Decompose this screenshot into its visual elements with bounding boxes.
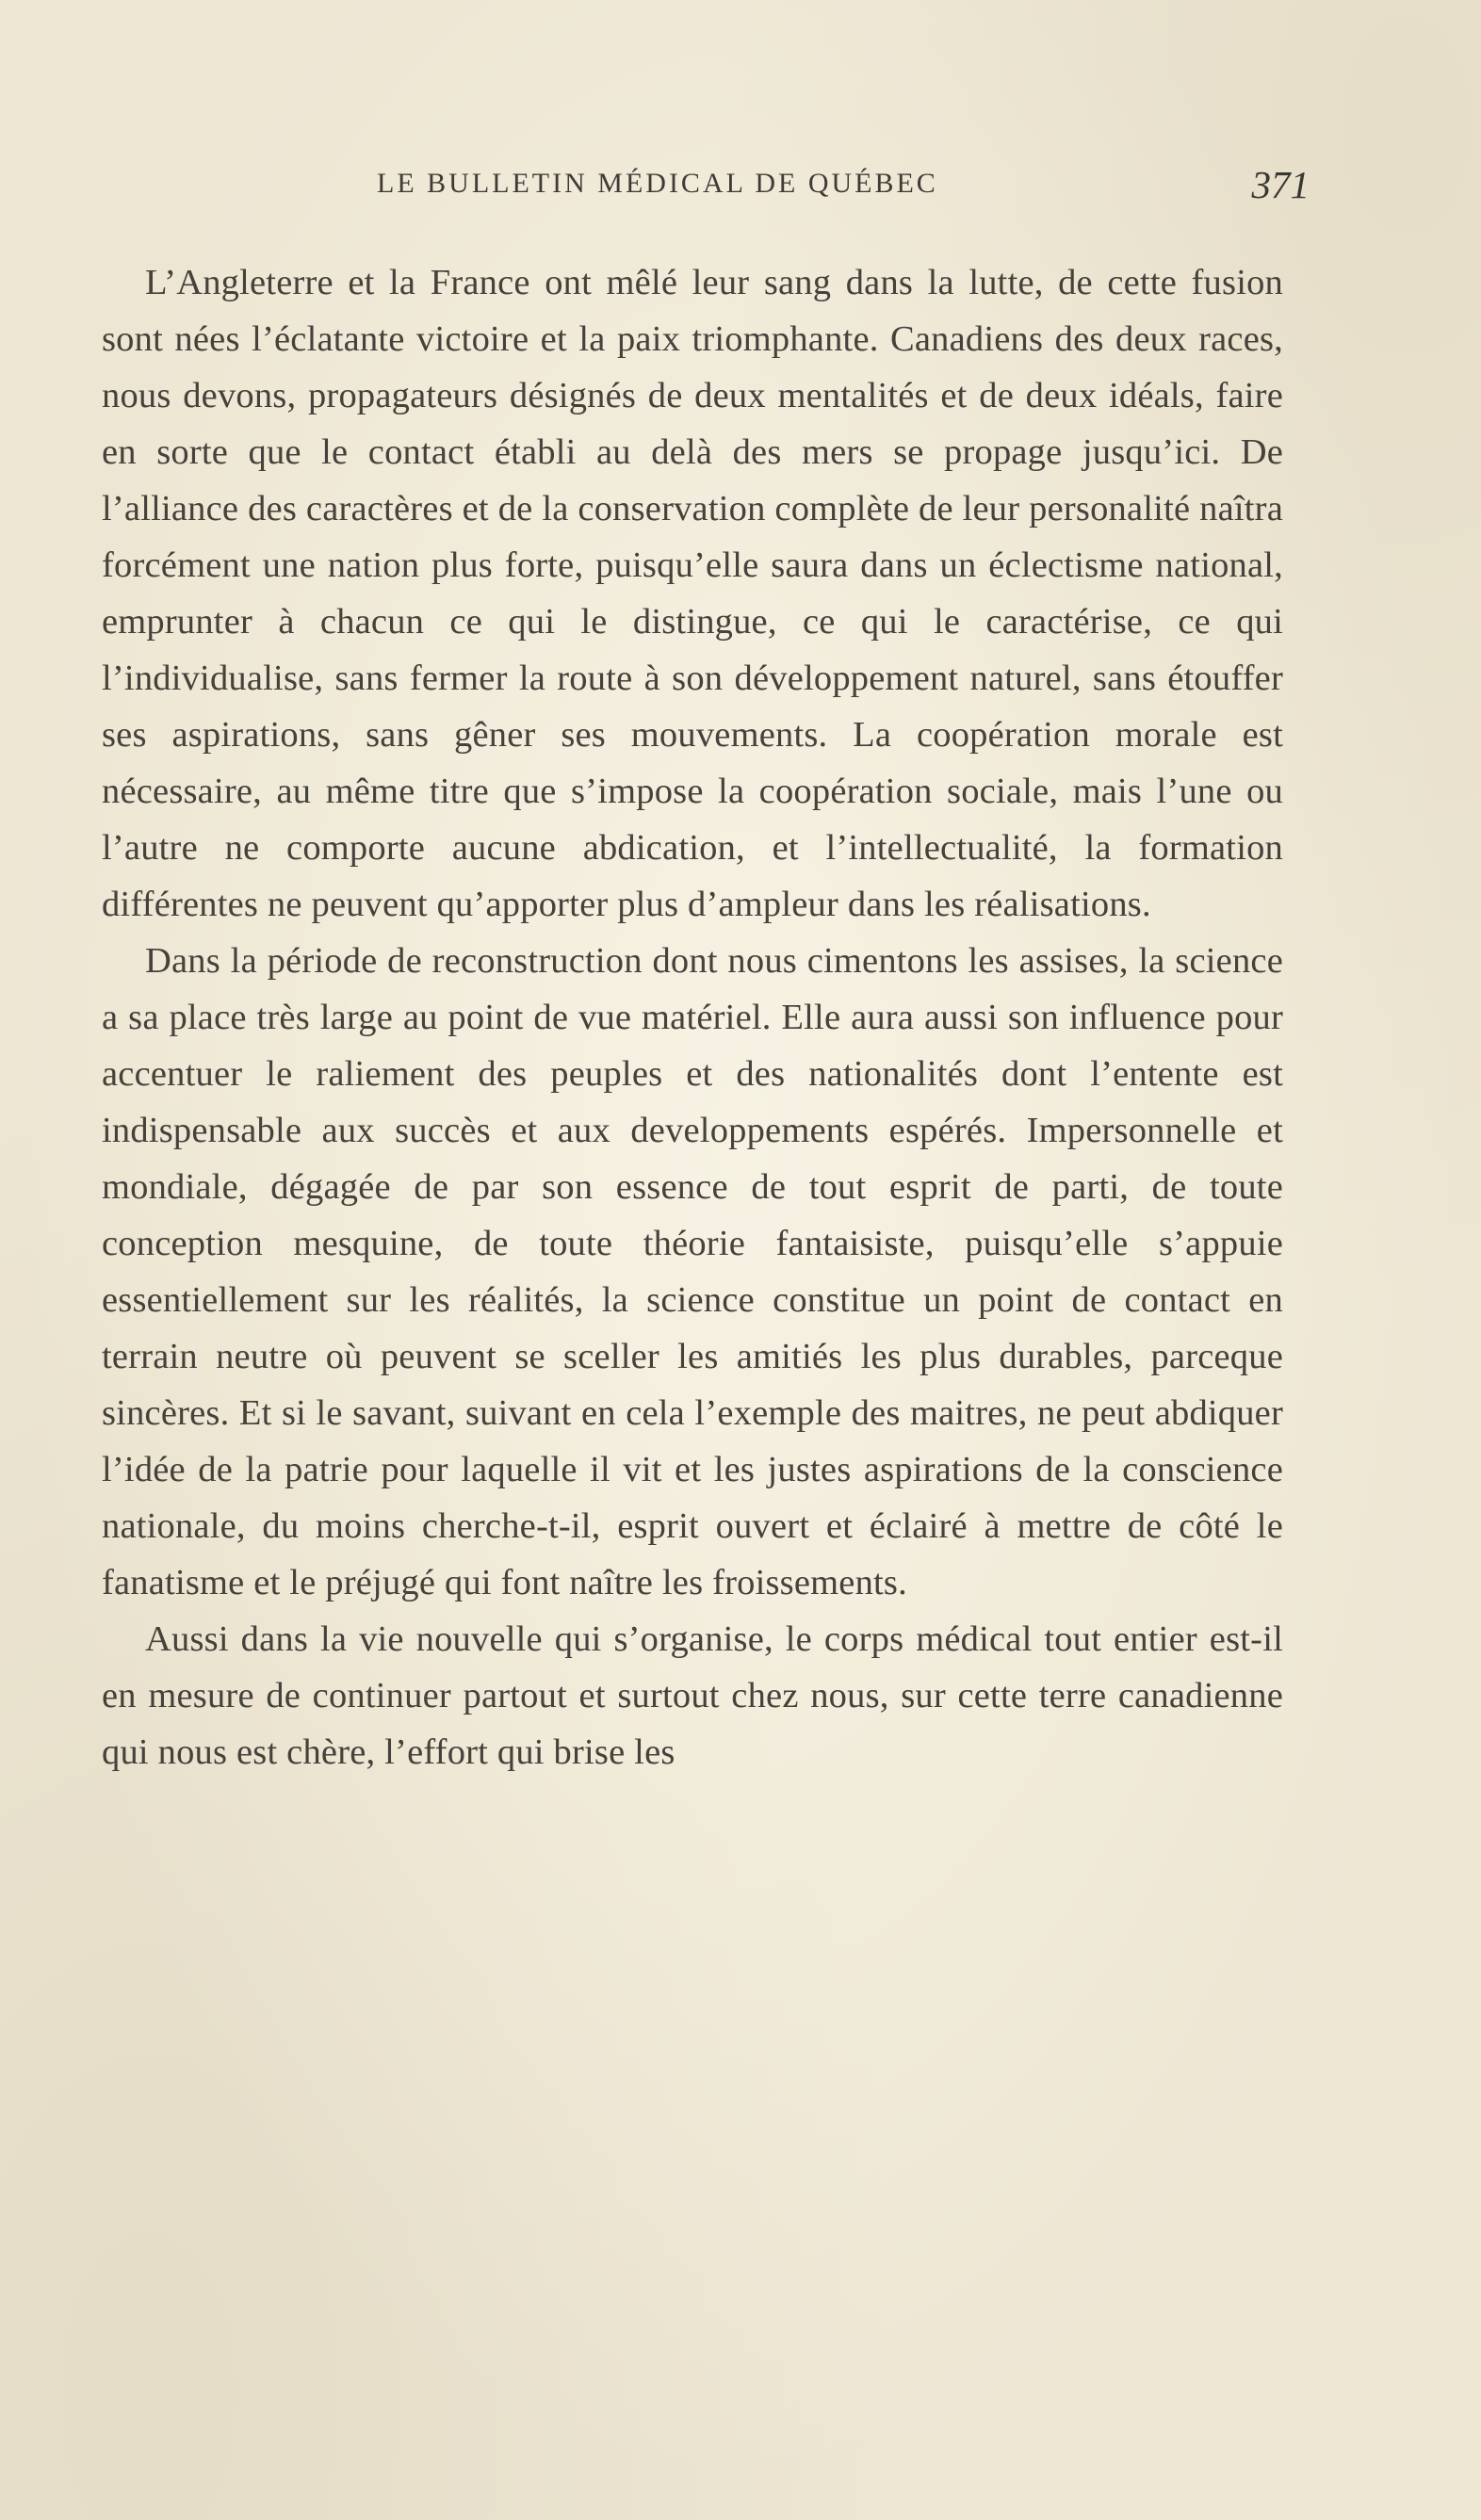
page-number: 371 [1251,163,1310,206]
page-header [377,162,1310,209]
paragraph: L’Angleterre et la France ont mêlé leur sang dans la lutte, de cette fusion sont nées l’éclatante victoire et la paix triomphante. Canadiens des deux races, nous devons, propagateurs désignés de deux mentalités et de deux idéals, faire en sorte que le contact établi au delà des mers se propage jusqu’ici. De l’alliance des caractères et de la conservation complète de leur personalité naîtra forcément une nation plus forte, puisqu’elle saura dans un éclectisme national, emprunter à chacun ce qui le distingue, ce qui le caractérise, ce qui l’individualise, sans fermer la route à son développement naturel, sans étouffer ses aspirations, sans gêner ses mouvements. La coopération morale est nécessaire, au même titre que s’impose la coopération sociale, mais l’une ou l’autre ne comporte aucune abdication, et l’intellectualité, la formation différentes ne peuvent qu’apporter plus d’ampleur dans les réalisations. [102,263,1283,924]
paragraph: Aussi dans la vie nouvelle qui s’organise, le corps médical tout entier est-il en mesure de continuer partout et surtout chez nous, sur cette terre canadienne qui nous est chère, l’effort qui brise les [102,1619,1283,1772]
running-head: LE BULLETIN MÉDICAL DE QUÉBEC [377,168,938,199]
body-text [102,254,1283,1780]
paragraph: Dans la période de reconstruction dont nous cimentons les assises, la science a sa place très large au point de vue matériel. Elle aura aussi son influence pour accentuer le raliement des peuples et des nationalités dont l’entente est indispensable aux succès et aux developpements espérés. Impersonnelle et mondiale, dégagée de par son essence de tout esprit de parti, de toute conception mesquine, de toute théorie fantaisiste, puisqu’elle s’appuie essentiellement sur les réalités, la science constitue un point de contact en terrain neutre où peuvent se sceller les amitiés les plus durables, parceque sincères. Et si le savant, suivant en cela l’exemple des maitres, ne peut abdiquer l’idée de la patrie pour laquelle il vit et les justes aspirations de la conscience nationale, du moins cherche-t-il, esprit ouvert et éclairé à mettre de côté le fanatisme et le préjugé qui font naître les froissements. [102,941,1283,1602]
